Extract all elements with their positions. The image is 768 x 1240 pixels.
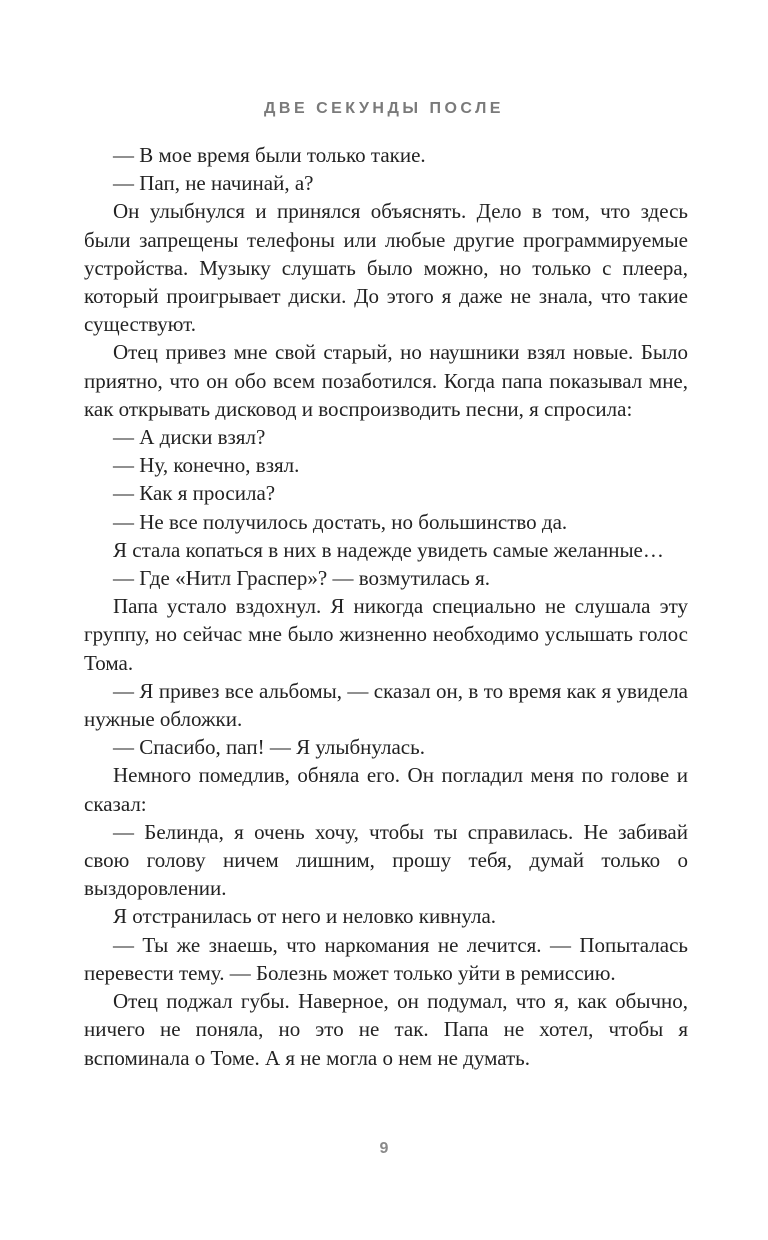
- paragraph: — Как я просила?: [113, 481, 276, 506]
- paragraph: Я отстранилась от него и неловко кивнула.: [113, 904, 497, 929]
- paragraph: — А диски взял?: [113, 425, 266, 450]
- paragraph: Отец привез мне свой старый, но наушники взял новые. Было приятно, что он обо всем позаботился. Когда папа показывал мне, как открывать дисковод и воспроизводить песни, я спросила:: [84, 340, 688, 421]
- paragraph: Отец поджал губы. Наверное, он подумал, что я, как обычно, ничего не поняла, но это не так. Папа не хотел, чтобы я вспоминала о Томе. А я не могла о нем не думать.: [84, 989, 688, 1070]
- paragraph: — Пап, не начинай, а?: [113, 171, 314, 196]
- paragraph: Папа устало вздохнул. Я никогда специально не слушала эту группу, но сейчас мне было жизненно необходимо услышать голос Тома.: [84, 594, 688, 675]
- paragraph: — В мое время были только такие.: [113, 143, 426, 167]
- paragraph: — Ты же знаешь, что наркомания не лечится. — Попыталась перевести тему. — Болезнь может только уйти в ремиссию.: [84, 932, 688, 985]
- paragraph: — Спасибо, пап! — Я улыбнулась.: [113, 735, 425, 760]
- running-header: ДВЕ СЕКУНДЫ ПОСЛЕ: [264, 100, 504, 117]
- paragraph: — Я привез все альбомы, — сказал он, в то время как я увидела нужные обложки.: [84, 678, 688, 732]
- body-text: [84, 141, 688, 1072]
- paragraph: Я стала копаться в них в надежде увидеть самые желанные…: [113, 537, 664, 562]
- paragraph: — Белинда, я очень хочу, чтобы ты справилась. Не забивай свою голову ничем лишним, прошу тебя, думай только о выздоровлении.: [84, 819, 688, 901]
- page-number: 9: [379, 1140, 389, 1157]
- paragraph: Немного помедлив, обняла его. Он погладил меня по голове и сказал:: [84, 763, 688, 816]
- paragraph: — Где «Нитл Граспер»? — возмутилась я.: [113, 566, 491, 591]
- paragraph: — Ну, конечно, взял.: [113, 453, 300, 478]
- paragraph: Он улыбнулся и принялся объяснять. Дело в том, что здесь были запрещены телефоны или любые другие программируемые устройства. Музыку слушать было можно, но только с плеера, который проигрывает диски. До этого я даже не знала, что такие существуют.: [84, 199, 688, 337]
- paragraph: — Не все получилось достать, но большинство да.: [113, 509, 568, 534]
